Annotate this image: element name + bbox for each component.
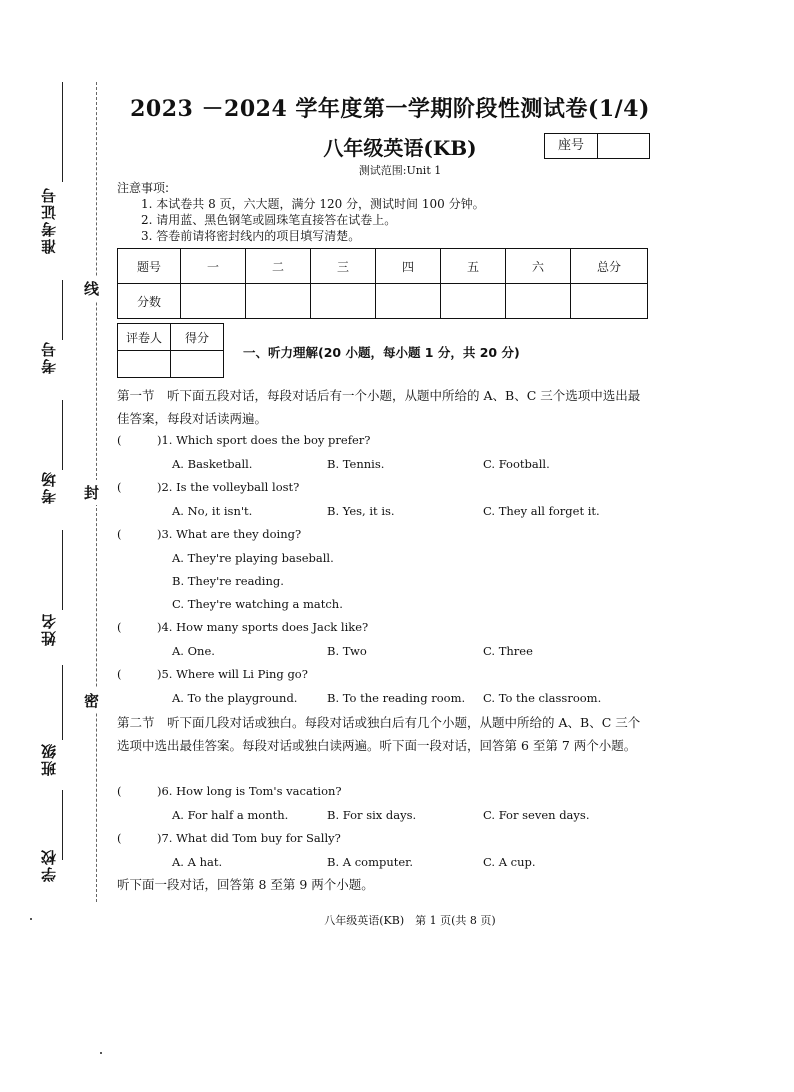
score-header-cell: 题号: [118, 249, 181, 284]
option: B. For six days.: [327, 808, 417, 822]
field-label-room: 考场: [40, 470, 58, 504]
score-header-cell: 三: [311, 249, 376, 284]
score-header-cell: 四: [376, 249, 441, 284]
option: A. One.: [172, 644, 215, 658]
option: B. Two: [327, 644, 367, 658]
seat-field[interactable]: [598, 134, 649, 158]
part2-next-instruction: 听下面一段对话，回答第 8 至第 9 两个小题。: [117, 877, 374, 892]
option: C. They all forget it.: [483, 504, 600, 518]
option: C. A cup.: [483, 855, 536, 869]
field-line-room: [62, 400, 63, 470]
option: C. Football.: [483, 457, 550, 471]
notes-block: [117, 180, 485, 244]
question-1: ( )1. Which sport does the boy prefer?: [117, 433, 371, 447]
page-title: 2023 －2024 学年度第一学期阶段性测试卷(1/4): [130, 96, 650, 122]
notes-item: 1. 本试卷共 8 页，六大题，满分 120 分，测试时间 100 分钟。: [141, 197, 485, 211]
notes-item: 3. 答卷前请将密封线内的项目填写清楚。: [141, 229, 361, 243]
score-header-cell: 六: [506, 249, 571, 284]
seal-char-secret: 密: [84, 688, 99, 713]
question-7: ( )7. What did Tom buy for Sally?: [117, 831, 341, 845]
option: A. No, it isn't.: [172, 504, 253, 518]
test-scope: 测试范围:Unit 1: [358, 164, 442, 177]
option: B. A computer.: [327, 855, 414, 869]
question-2: ( )2. Is the volleyball lost?: [117, 480, 300, 494]
score-cell[interactable]: [181, 284, 246, 319]
question-3: ( )3. What are they doing?: [117, 527, 302, 541]
score-table-value-row: [118, 284, 648, 319]
seal-char-line: 线: [84, 276, 99, 301]
score-header-cell: 总分: [571, 249, 648, 284]
grader-header: 得分: [171, 324, 224, 351]
scan-speck: [100, 1052, 102, 1054]
page-subtitle: 八年级英语(KB): [323, 136, 477, 160]
seal-char-seal: 封: [84, 480, 99, 505]
field-label-class: 班级: [40, 742, 58, 776]
score-row-label: 分数: [118, 284, 181, 319]
grader-header: 评卷人: [118, 324, 171, 351]
score-cell[interactable]: [376, 284, 441, 319]
question-6: ( )6. How long is Tom's vacation?: [117, 784, 342, 798]
option: C. To the classroom.: [483, 691, 602, 705]
grader-cell[interactable]: [171, 351, 224, 378]
grader-table: [117, 323, 224, 378]
option: C. Three: [483, 644, 533, 658]
notes-heading: 注意事项:: [117, 181, 170, 195]
page-footer: 八年级英语(KB) 第 1 页(共 8 页): [324, 914, 496, 927]
option: A. A hat.: [172, 855, 223, 869]
part1-instructions: 第一节 听下面五段对话，每段对话后有一个小题，从题中所给的 A、B、C 三个选项中选出最佳答案，每段对话读两遍。: [117, 388, 641, 426]
part2-instructions: 第二节 听下面几段对话或独白。每段对话或独白后有几个小题，从题中所给的 A、B、C 三个选项中选出最佳答案。每段对话或独白读两遍。听下面一段对话，回答第 6 至第 7 两个小题。: [117, 715, 641, 753]
field-label-school: 学校: [40, 848, 58, 882]
option: A. For half a month.: [172, 808, 289, 822]
option: A. Basketball.: [172, 457, 253, 471]
option: C. For seven days.: [483, 808, 590, 822]
question-4: ( )4. How many sports does Jack like?: [117, 620, 369, 634]
score-cell[interactable]: [441, 284, 506, 319]
question-5: ( )5. Where will Li Ping go?: [117, 667, 308, 681]
field-line-name: [62, 530, 63, 610]
field-label-exam-no: 考号: [40, 340, 58, 374]
option: B. To the reading room.: [327, 691, 466, 705]
seat-label: 座号: [545, 134, 598, 158]
option: A. To the playground.: [172, 691, 298, 705]
field-line-exam-id: [62, 82, 63, 182]
option: C. They're watching a match.: [172, 597, 343, 611]
score-table: [117, 248, 648, 319]
grader-cell[interactable]: [118, 351, 171, 378]
score-table-header-row: [118, 249, 648, 284]
option: B. Yes, it is.: [327, 504, 395, 518]
option: B. They're reading.: [172, 574, 284, 588]
option: A. They're playing baseball.: [172, 551, 334, 565]
field-label-exam-id: 准考证号: [40, 186, 58, 254]
field-line-exam-no: [62, 280, 63, 340]
section-title: 一、听力理解(20 小题，每小题 1 分，共 20 分): [243, 345, 520, 360]
notes-item: 2. 请用蓝、黑色钢笔或圆珠笔直接答在试卷上。: [141, 213, 397, 227]
score-cell[interactable]: [571, 284, 648, 319]
score-cell[interactable]: [246, 284, 311, 319]
score-cell[interactable]: [311, 284, 376, 319]
field-line-class: [62, 665, 63, 740]
option: B. Tennis.: [327, 457, 385, 471]
score-header-cell: 二: [246, 249, 311, 284]
score-header-cell: 一: [181, 249, 246, 284]
score-header-cell: 五: [441, 249, 506, 284]
scan-speck: [30, 918, 32, 920]
field-label-name: 姓名: [40, 612, 58, 646]
seat-number-box: [544, 133, 650, 159]
score-cell[interactable]: [506, 284, 571, 319]
